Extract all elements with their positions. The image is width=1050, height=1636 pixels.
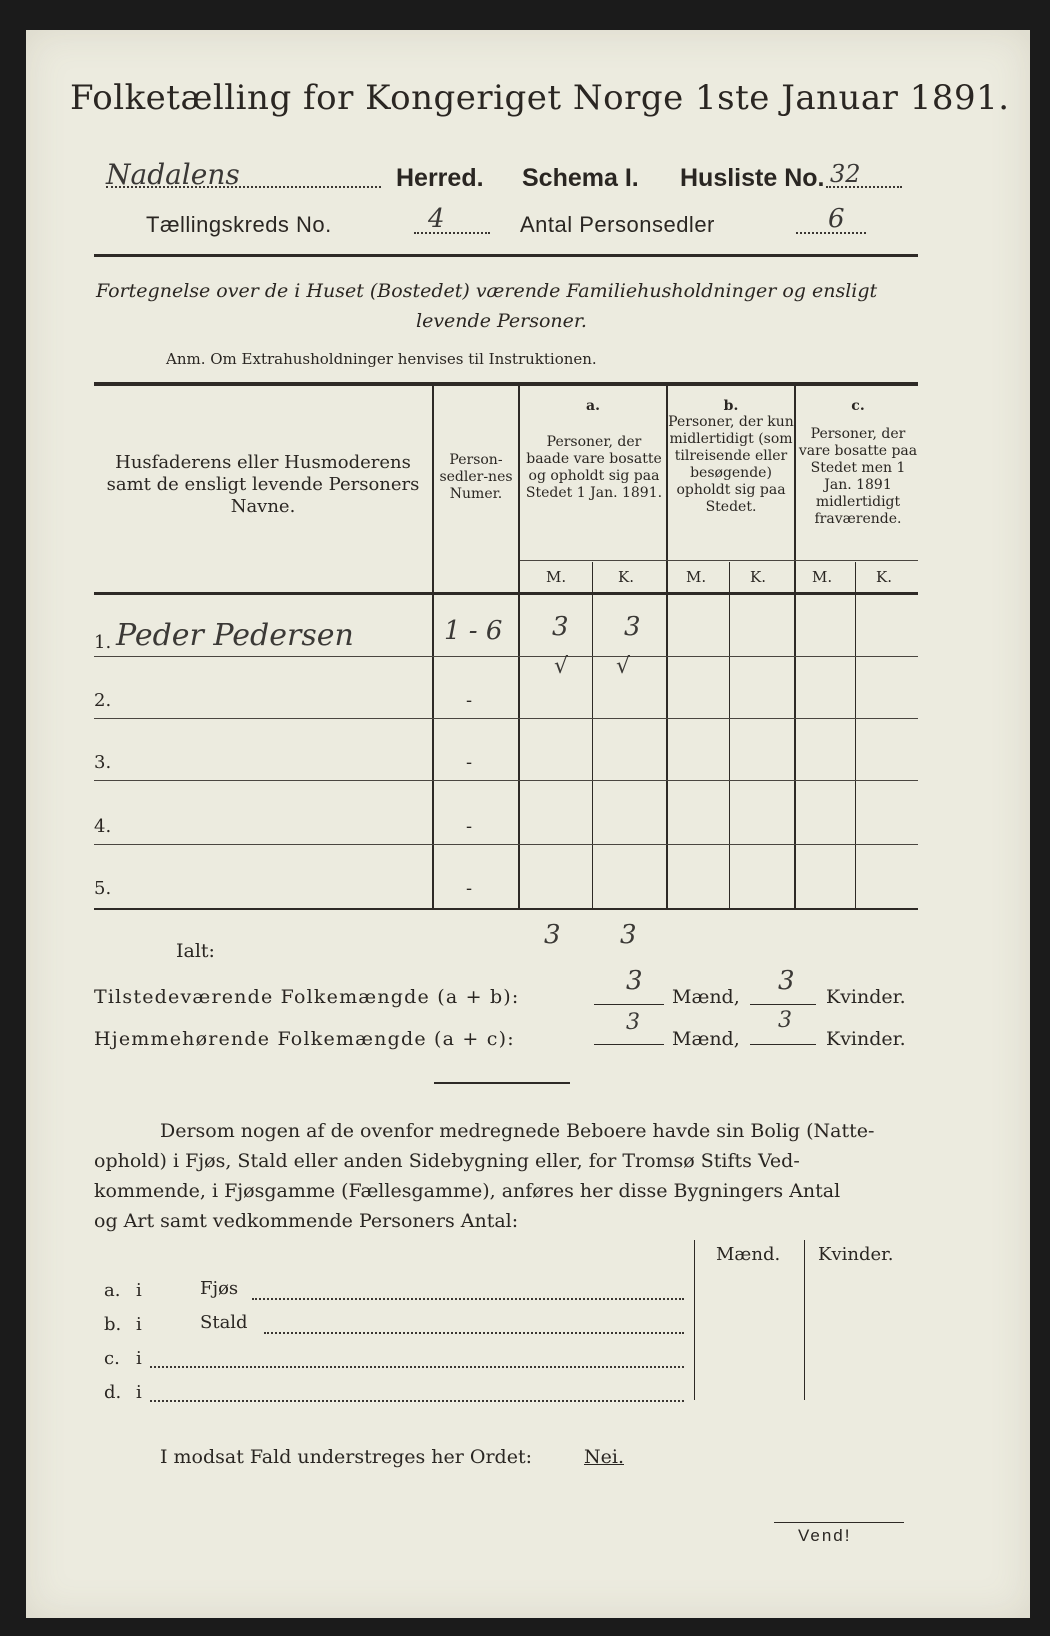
col-divider-1 <box>432 386 434 908</box>
row-rule-4 <box>94 844 918 845</box>
col-divider-c-mk <box>855 562 856 908</box>
bld-d-dotline <box>150 1400 684 1402</box>
bld-d-i: i <box>136 1382 142 1403</box>
form-title: Folketælling for Kongeriget Norge 1ste Januar 1891. <box>70 78 1010 118</box>
census-form <box>26 30 1030 1618</box>
row-5-numer: - <box>466 878 473 899</box>
tilstede-k: 3 <box>778 966 795 996</box>
bld-divider-2 <box>804 1240 805 1400</box>
row-4-number: 4. <box>94 816 112 837</box>
row-2-number: 2. <box>94 690 112 711</box>
col-header-names: Husfaderens eller Husmoderens samt de ensligt levende Personers Navne. <box>106 452 420 517</box>
bld-a-i: i <box>136 1280 142 1301</box>
anm-note: Anm. Om Extrahusholdninger henvises til Instruktionen. <box>166 350 597 368</box>
husliste-label: Husliste No. <box>680 164 825 192</box>
row-1-number: 1. <box>94 632 112 653</box>
col-header-a-letter: a. <box>586 398 600 414</box>
mk-header-rule <box>520 560 918 561</box>
hjemme-m: 3 <box>626 1010 640 1035</box>
paragraph-line-2: ophold) i Fjøs, Stald eller anden Sidebygning eller, for Tromsø Stifts Ved- <box>94 1150 800 1172</box>
antal-dotline <box>796 232 866 234</box>
tilstede-m: 3 <box>626 966 643 996</box>
vend-rule <box>774 1522 904 1523</box>
bld-c-letter: c. <box>104 1348 120 1369</box>
bld-c-i: i <box>136 1348 142 1369</box>
intro-line2: levende Personer. <box>416 310 587 332</box>
tilstede-k-line <box>750 1004 816 1005</box>
hjemme-k: 3 <box>778 1008 792 1033</box>
row-3-number: 3. <box>94 752 112 773</box>
bld-kvinder-header: Kvinder. <box>818 1244 894 1265</box>
row-rule-1 <box>94 656 918 657</box>
antal-label: Antal Personsedler <box>520 212 715 237</box>
tilstede-m-line <box>594 1004 664 1005</box>
b-k-header: K. <box>750 568 766 586</box>
herred-value: Nadalens <box>106 158 240 191</box>
bld-b-i: i <box>136 1314 142 1335</box>
col-header-numer: Person-sedler-nes Numer. <box>439 452 513 502</box>
row-1-numer: 1 - 6 <box>444 616 503 646</box>
footer-text: I modsat Fald understreges her Ordet: <box>160 1446 532 1468</box>
antal-value: 6 <box>828 204 845 234</box>
row-rule-2 <box>94 718 918 719</box>
bld-b-letter: b. <box>104 1314 122 1335</box>
tilstede-kvinder: Kvinder. <box>826 986 906 1008</box>
bld-divider-1 <box>694 1240 695 1400</box>
hjemme-maend: Mænd, <box>672 1028 740 1050</box>
header-rule <box>94 254 918 257</box>
kreds-label: Tællingskreds No. <box>146 212 332 237</box>
husliste-dotline <box>826 186 902 188</box>
schema-label: Schema I. <box>522 164 639 192</box>
row-1-a-k-check: √ <box>616 654 631 679</box>
bld-maend-header: Mænd. <box>716 1244 781 1265</box>
table-bottom-rule <box>94 908 918 910</box>
col-header-a: Personer, der baade vare bosatte og opholdt sig paa Stedet 1 Jan. 1891. <box>525 434 663 501</box>
col-divider-b-mk <box>729 562 730 908</box>
intro-line1: Fortegnelse over de i Huset (Bostedet) værende Familiehusholdninger og ensligt <box>96 280 878 302</box>
kreds-dotline <box>414 232 490 234</box>
section-divider <box>434 1082 570 1084</box>
row-rule-3 <box>94 780 918 781</box>
footer-word-nei: Nei. <box>584 1446 624 1468</box>
col-divider-2 <box>518 386 520 908</box>
b-m-header: M. <box>686 568 707 586</box>
row-3-numer: - <box>466 752 473 773</box>
col-header-b: Personer, der kun midlertidigt (som tilreisende eller besøgende) opholdt sig paa Stedet. <box>668 414 794 515</box>
row-1-a-m: 3 <box>552 612 569 642</box>
row-2-numer: - <box>466 690 473 711</box>
bld-c-dotline <box>150 1366 684 1368</box>
a-m-header: M. <box>546 568 567 586</box>
bld-d-letter: d. <box>104 1382 122 1403</box>
c-k-header: K. <box>876 568 892 586</box>
col-divider-a-mk <box>592 562 593 908</box>
bld-a-letter: a. <box>104 1280 121 1301</box>
hjemme-m-line <box>594 1044 664 1045</box>
ialt-k: 3 <box>620 920 637 950</box>
tilstede-label: Tilstedeværende Folkemængde (a + b): <box>94 986 520 1008</box>
herred-dotline <box>106 186 381 188</box>
ialt-m: 3 <box>544 920 561 950</box>
hjemme-k-line <box>750 1044 816 1045</box>
col-header-c-letter: c. <box>851 398 865 414</box>
hjemme-kvinder: Kvinder. <box>826 1028 906 1050</box>
row-5-number: 5. <box>94 878 112 899</box>
col-header-c: Personer, der vare bosatte paa Stedet men 1 Jan. 1891 midlertidigt fraværende. <box>798 426 918 527</box>
ialt-label: Ialt: <box>176 940 215 962</box>
paragraph-line-3: kommende, i Fjøsgamme (Fællesgamme), anføres her disse Bygningers Antal <box>94 1180 841 1202</box>
paragraph-line-4: og Art samt vedkommende Personers Antal: <box>94 1210 519 1232</box>
hjemme-label: Hjemmehørende Folkemængde (a + c): <box>94 1028 515 1050</box>
kreds-value: 4 <box>428 204 445 234</box>
row-1-a-k: 3 <box>624 612 641 642</box>
a-k-header: K. <box>618 568 634 586</box>
bld-b-label: Stald <box>200 1312 248 1333</box>
bld-a-dotline <box>252 1298 684 1300</box>
row-1-name: Peder Pedersen <box>116 618 354 653</box>
vend-text: Vend! <box>798 1526 852 1545</box>
tilstede-maend: Mænd, <box>672 986 740 1008</box>
herred-label: Herred. <box>396 164 484 192</box>
bld-b-dotline <box>264 1332 684 1334</box>
c-m-header: M. <box>812 568 833 586</box>
paragraph-line-1: Dersom nogen af de ovenfor medregnede Beboere havde sin Bolig (Natte- <box>160 1120 875 1142</box>
husliste-value: 32 <box>830 160 861 188</box>
row-1-a-m-check: √ <box>554 654 569 679</box>
row-4-numer: - <box>466 816 473 837</box>
bld-a-label: Fjøs <box>200 1278 239 1299</box>
col-header-b-letter: b. <box>723 398 739 414</box>
